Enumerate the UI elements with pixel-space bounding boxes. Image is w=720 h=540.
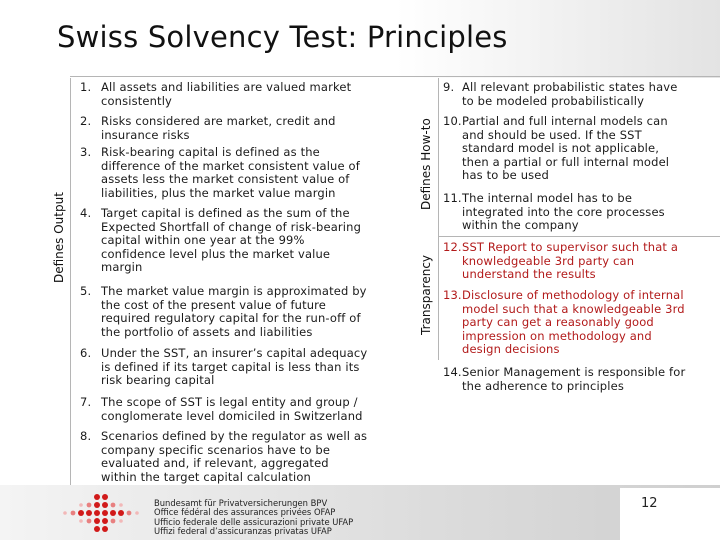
principle-line: to be modeled probabilistically: [462, 93, 645, 108]
principle-1: [80, 81, 420, 108]
principle-line: understand the results: [462, 267, 596, 282]
principle-number: 13.: [443, 288, 462, 302]
principle-8: [80, 430, 420, 484]
principle-line: difference of the market consistent value of: [101, 158, 360, 173]
principle-line: consistently: [101, 93, 173, 108]
principle-line: Under the SST, an insurer’s capital adequacy: [101, 346, 368, 360]
principle-line: model such that a knowledgeable 3rd: [462, 301, 685, 316]
principle-number: 2.: [80, 114, 92, 128]
office-line: Ufficio federale delle assicurazioni private UFAP: [154, 516, 354, 527]
principle-line: The scope of SST is legal entity and group /: [101, 395, 358, 409]
page-number: 12: [641, 496, 658, 511]
principle-line: liabilities, plus the market value margin: [101, 185, 336, 200]
principle-number: 3.: [80, 145, 92, 159]
principle-number: 6.: [80, 346, 92, 360]
principle-6: [80, 347, 420, 388]
principle-line: Scenarios defined by the regulator as well as: [101, 429, 368, 443]
principle-line: All relevant probabilistic states have: [462, 80, 678, 94]
principle-line: Risk-bearing capital is defined as the: [101, 145, 320, 159]
principle-line: the portfolio of assets and liabilities: [101, 324, 313, 339]
principle-line: Senior Management is responsible for: [462, 365, 686, 379]
principle-line: SST Report to supervisor such that a: [462, 240, 679, 254]
page-title: Swiss Solvency Test: Principles: [57, 20, 508, 54]
principle-line: knowledgeable 3rd party can: [462, 253, 635, 268]
principle-number: 7.: [80, 395, 92, 409]
principle-line: All assets and liabilities are valued market: [101, 80, 352, 94]
principle-3: [80, 146, 420, 200]
principle-line: evaluated and, if relevant, aggregated: [101, 456, 329, 471]
principle-line: the adherence to principles: [462, 378, 624, 393]
principle-line: Target capital is defined as the sum of the: [101, 206, 350, 220]
principle-number: 9.: [443, 80, 455, 94]
principle-number: 14.: [443, 365, 462, 379]
principle-line: margin: [101, 260, 143, 275]
principle-line: conglomerate level domiciled in Switzerland: [101, 408, 363, 423]
principle-line: risk bearing capital: [101, 373, 215, 388]
principle-line: The internal model has to be: [462, 191, 633, 205]
principle-number: 8.: [80, 429, 92, 443]
principle-5: [80, 285, 420, 339]
principle-line: then a partial or full internal model: [462, 154, 670, 169]
office-line: Office fédéral des assurances privées OFAP: [154, 507, 336, 518]
principle-line: has to be used: [462, 168, 549, 183]
principle-12: [443, 241, 720, 282]
divider-top: [70, 76, 720, 77]
principle-line: assets less the market consistent value of: [101, 172, 350, 187]
principle-7: [80, 396, 420, 423]
divider-left-column: [70, 78, 71, 486]
label-transparency: Transparency: [419, 254, 433, 335]
principle-line: and should be used. If the SST: [462, 127, 642, 142]
principle-number: 11.: [443, 191, 462, 205]
label-defines-output: Defines Output: [52, 192, 66, 283]
principle-line: capital within one year at the 99%: [101, 233, 305, 248]
principle-line: impression on methodology and: [462, 328, 652, 343]
divider-right-section: [438, 236, 720, 237]
office-line: Bundesamt für Privatversicherungen BPV: [154, 498, 328, 508]
principle-number: 12.: [443, 240, 462, 254]
divider-center: [438, 78, 439, 360]
principle-4: [80, 207, 420, 275]
principle-line: The market value margin is approximated by: [101, 284, 367, 298]
principle-number: 1.: [80, 80, 92, 94]
principle-line: insurance risks: [101, 127, 190, 142]
principle-line: Expected Shortfall of change of risk-bearing: [101, 219, 362, 234]
principle-line: party can get a reasonably good: [462, 315, 654, 330]
principle-line: the cost of the present value of future: [101, 297, 327, 312]
principle-line: within the company: [462, 218, 579, 233]
principle-line: is defined if its target capital is less than its: [101, 359, 360, 374]
principle-line: Disclosure of methodology of internal: [462, 288, 684, 302]
principle-line: required regulatory capital for the run-off of: [101, 311, 361, 326]
office-line: Uffizi federal d’assicuranzas privatas UFAP: [154, 526, 332, 537]
principle-number: 5.: [80, 284, 92, 298]
principle-line: within the target capital calculation: [101, 469, 311, 484]
principle-2: [80, 115, 420, 142]
principle-line: standard model is not applicable,: [462, 141, 660, 156]
principle-line: Partial and full internal models can: [462, 114, 668, 128]
principle-9: [443, 81, 720, 108]
swiss-cross-dots-logo-icon: [56, 492, 148, 534]
principle-line: confidence level plus the market value: [101, 246, 331, 261]
principle-14: [443, 366, 720, 393]
principle-line: company specific scenarios have to be: [101, 442, 331, 457]
page-number-box: [620, 488, 720, 540]
principle-10: [443, 115, 720, 183]
principle-11: [443, 192, 720, 233]
principle-line: integrated into the core processes: [462, 204, 665, 219]
office-name-block: [154, 499, 353, 537]
principle-13: [443, 289, 720, 357]
principle-line: design decisions: [462, 342, 560, 357]
principle-line: Risks considered are market, credit and: [101, 114, 336, 128]
label-defines-how-to: Defines How-to: [419, 118, 433, 210]
principle-number: 4.: [80, 206, 92, 220]
principle-number: 10.: [443, 114, 462, 128]
